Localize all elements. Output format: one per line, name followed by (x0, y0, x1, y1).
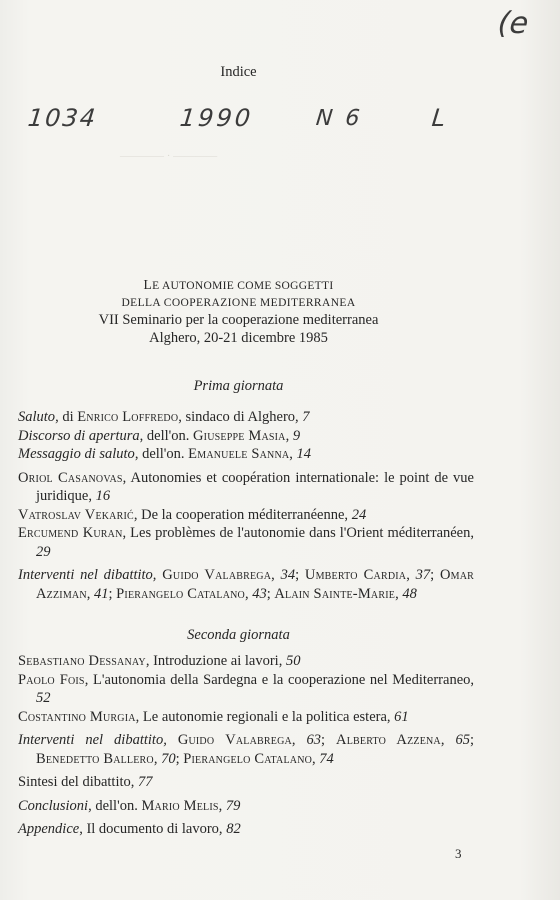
title-line-1-initial: L (143, 277, 153, 292)
entry-author: Vatroslav Vekarić (18, 506, 134, 523)
entry-author: Costantino Murgia (18, 708, 136, 725)
entry-page: 82 (226, 821, 241, 837)
entry-page: 77 (138, 774, 153, 790)
toc-entry (18, 408, 474, 427)
entry-text: , Introduzione ai lavori, (145, 653, 286, 669)
entry-page: 52 (36, 690, 51, 706)
entry-text: Sintesi del dibattito, (18, 774, 139, 790)
entry-text: , Autonomies et coopération internationale: le point de vue juridique, (36, 469, 474, 504)
entry-author: Pierangelo Catalano (116, 585, 245, 602)
entry-title: Saluto (18, 409, 56, 425)
entry-author: Mario Melis (141, 797, 219, 814)
handwritten-year: 1990 (178, 104, 255, 132)
day-heading-1: Prima giornata (193, 378, 284, 394)
entry-text: , sindaco di Alghero, (178, 409, 303, 425)
toc-entry (18, 506, 474, 525)
toc-entry-interventi: Interventi nel dibattito, Guido Valabrega, 63; Alberto Azzena, 65; Benedetto Ballero, 70; Pierangelo Catalano, 74 (18, 732, 474, 767)
entry-page: 65 (455, 732, 470, 748)
handwritten-issue-number: N 6 (314, 106, 364, 131)
section-title-line-2: DELLA COOPERAZIONE MEDITERRANEA (121, 297, 356, 309)
entry-page: 74 (319, 750, 334, 767)
entry-title: Interventi nel dibattito, (18, 732, 178, 748)
entry-page: 79 (225, 797, 241, 814)
entry-text: , (218, 797, 226, 814)
entry-page: 48 (402, 585, 417, 602)
entry-title: Conclusioni (18, 797, 89, 814)
entry-author: Oriol Casanovas (18, 469, 123, 486)
toc-entry (18, 671, 474, 708)
entry-text: , (289, 446, 297, 462)
seminar-place-date: Alghero, 20-21 dicembre 1985 (149, 330, 328, 346)
show-through-text: ———— · ———— (120, 150, 218, 162)
entry-page: 61 (394, 708, 409, 725)
entry-page: 16 (95, 488, 111, 504)
toc-entry (18, 652, 474, 671)
entry-author: Paolo Fois (18, 671, 85, 688)
entry-text: , Il documento di lavoro, (79, 821, 227, 837)
toc-entry (18, 797, 474, 816)
entry-author: Giuseppe Masia (193, 427, 286, 444)
entry-author: Pierangelo Catalano (183, 750, 313, 767)
entry-author: Guido Valabrega (162, 567, 272, 583)
entry-title: Messaggio di saluto (18, 446, 135, 462)
entry-text: , di (55, 409, 78, 425)
entry-page: 9 (292, 427, 301, 444)
entry-page: 7 (302, 409, 310, 425)
section-title-line-1 (0, 276, 477, 295)
entry-author: Alberto Azzena (336, 732, 441, 748)
entry-page: 37 (415, 567, 431, 583)
entry-author: Enrico Loffredo (77, 409, 179, 425)
entry-text: , L'autonomia della Sardegna e la cooperazione nel Mediterraneo, (84, 671, 475, 688)
entry-author: Alain Sainte-Marie (274, 585, 396, 602)
day-heading-2: Seconda giornata (187, 627, 290, 643)
seminar-name: VII Seminario per la cooperazione mediterranea (98, 312, 379, 328)
entry-page: 29 (36, 543, 51, 560)
entry-page: 63 (306, 732, 322, 748)
entry-author: Sebastiano Dessanay (18, 653, 146, 669)
toc-entry (18, 708, 474, 727)
entry-author: Ercumend Kuran (18, 525, 123, 541)
entry-author: Omar Azziman (36, 567, 475, 602)
title-line-1-rest: E AUTONOMIE COME SOGGETTI (152, 280, 334, 292)
entry-page: 14 (296, 446, 312, 462)
handwritten-corner-note: (e (496, 6, 531, 41)
entry-text: , dell'on. (88, 797, 142, 814)
entry-author: Benedetto Ballero (36, 750, 154, 767)
toc-entry (18, 820, 474, 839)
entry-text: , (285, 427, 293, 444)
handwritten-volume-number: 1034 (26, 104, 99, 132)
entry-text: , dell'on. (134, 446, 189, 462)
entry-page: 34 (280, 567, 296, 583)
entry-page: 70 (161, 750, 176, 767)
toc-entry-interventi: Interventi nel dibattito, Guido Valabrega, 34; Umberto Cardia, 37; Omar Azziman, 41; Pierangelo Catalano, 43; Alain Sainte-Marie, 48 (18, 567, 475, 602)
entry-title: Appendice (18, 821, 80, 837)
section-title-block (0, 276, 477, 347)
handwritten-mark: L (430, 104, 447, 132)
entry-page: 41 (94, 585, 109, 602)
page-number: 3 (455, 846, 462, 861)
entry-author: Emanuele Sanna (188, 446, 290, 462)
entry-author: Guido Valabrega (177, 732, 292, 748)
toc-entry (18, 427, 474, 446)
toc-entry (18, 773, 474, 792)
entry-title: Interventi nel dibattito, (18, 567, 163, 583)
entry-text: , De la cooperation méditerranéenne, (133, 506, 352, 523)
day-2-entries (18, 652, 474, 839)
entry-page: 24 (351, 506, 367, 523)
entry-page: 50 (285, 653, 301, 669)
page-title: Indice (220, 64, 257, 80)
toc-entry (18, 524, 474, 561)
toc-entry (18, 445, 474, 464)
entry-text: , dell'on. (139, 427, 194, 444)
entry-author: Umberto Cardia (304, 567, 407, 583)
entry-page: 43 (252, 585, 267, 602)
entry-title: Discorso di apertura (18, 427, 140, 444)
day-1-entries (18, 408, 474, 603)
entry-text: , Le autonomie regionali e la politica estera, (135, 708, 395, 725)
toc-entry (18, 469, 474, 506)
entry-text: , Les problèmes de l'autonomie dans l'Orient méditerranéen, (122, 525, 474, 541)
